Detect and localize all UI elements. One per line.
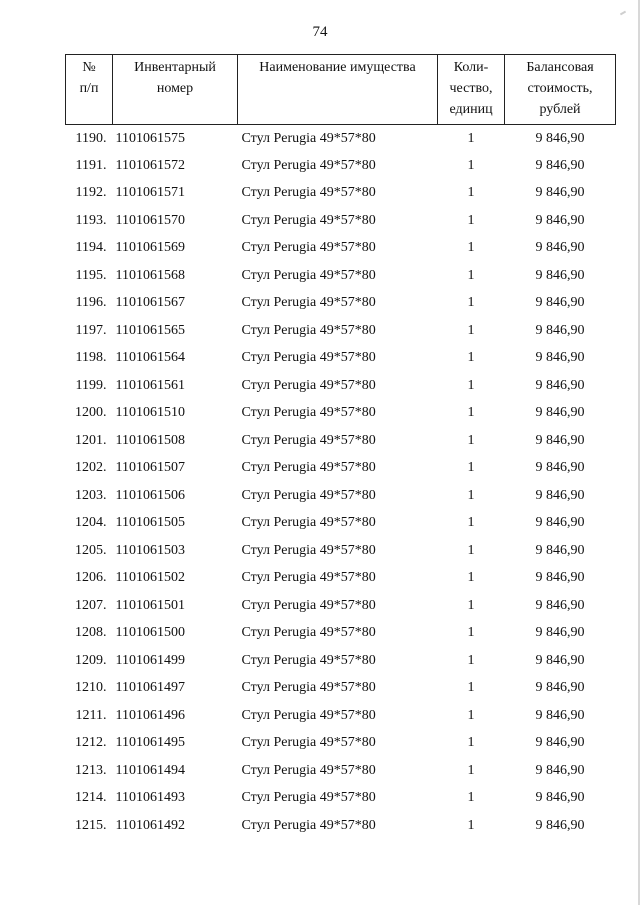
inventory-number: 1101061496 bbox=[115, 707, 185, 723]
table-row bbox=[66, 510, 616, 538]
balance-cost: 9 846,90 bbox=[535, 157, 585, 173]
header-balance-cost bbox=[505, 55, 616, 125]
property-name: Стул Perugia 49*57*80 bbox=[241, 295, 376, 311]
property-name: Стул Perugia 49*57*80 bbox=[241, 240, 376, 256]
balance-cost: 9 846,90 bbox=[535, 295, 585, 311]
header-qty-line-3: единиц bbox=[449, 102, 493, 117]
balance-cost: 9 846,90 bbox=[535, 817, 585, 833]
row-number: 1196. bbox=[75, 295, 107, 311]
balance-cost: 9 846,90 bbox=[535, 542, 585, 558]
inventory-number: 1101061510 bbox=[115, 405, 185, 421]
table-row bbox=[66, 675, 616, 703]
row-number: 1210. bbox=[75, 680, 107, 696]
table-row bbox=[66, 235, 616, 263]
page-number: 74 bbox=[312, 24, 328, 40]
balance-cost: 9 846,90 bbox=[535, 432, 585, 448]
quantity: 1 bbox=[467, 185, 475, 201]
balance-cost: 9 846,90 bbox=[535, 212, 585, 228]
balance-cost: 9 846,90 bbox=[535, 680, 585, 696]
inventory-number: 1101061569 bbox=[115, 240, 185, 256]
property-name: Стул Perugia 49*57*80 bbox=[241, 157, 376, 173]
table-row bbox=[66, 152, 616, 180]
table-row bbox=[66, 537, 616, 565]
table-row bbox=[66, 647, 616, 675]
table-body bbox=[66, 125, 616, 840]
quantity: 1 bbox=[467, 377, 475, 393]
table-row bbox=[66, 455, 616, 483]
inventory-number: 1101061564 bbox=[115, 350, 185, 366]
property-name: Стул Perugia 49*57*80 bbox=[241, 322, 376, 338]
balance-cost: 9 846,90 bbox=[535, 377, 585, 393]
row-number: 1190. bbox=[75, 130, 107, 146]
quantity: 1 bbox=[467, 817, 475, 833]
header-cost-line-2: стоимость, bbox=[527, 81, 593, 96]
quantity: 1 bbox=[467, 212, 475, 228]
row-number: 1191. bbox=[75, 157, 107, 173]
table-row bbox=[66, 290, 616, 318]
inventory-number: 1101061497 bbox=[115, 680, 185, 696]
row-number: 1205. bbox=[75, 542, 107, 558]
row-number: 1200. bbox=[75, 405, 107, 421]
header-row bbox=[66, 55, 616, 125]
balance-cost: 9 846,90 bbox=[535, 405, 585, 421]
header-num-line-2: п/п bbox=[79, 81, 99, 96]
property-name: Стул Perugia 49*57*80 bbox=[241, 460, 376, 476]
table-row bbox=[66, 125, 616, 153]
row-number: 1213. bbox=[75, 762, 107, 778]
table-row bbox=[66, 592, 616, 620]
inventory-number: 1101061493 bbox=[115, 790, 185, 806]
table-header bbox=[66, 55, 616, 125]
table-row bbox=[66, 565, 616, 593]
inventory-number: 1101061567 bbox=[115, 295, 185, 311]
table-row bbox=[66, 620, 616, 648]
inventory-number: 1101061565 bbox=[115, 322, 185, 338]
table-row bbox=[66, 702, 616, 730]
balance-cost: 9 846,90 bbox=[535, 487, 585, 503]
balance-cost: 9 846,90 bbox=[535, 570, 585, 586]
quantity: 1 bbox=[467, 295, 475, 311]
property-name: Стул Perugia 49*57*80 bbox=[241, 570, 376, 586]
row-number: 1215. bbox=[75, 817, 107, 833]
balance-cost: 9 846,90 bbox=[535, 597, 585, 613]
inventory-number: 1101061505 bbox=[115, 515, 185, 531]
row-number: 1192. bbox=[75, 185, 107, 201]
balance-cost: 9 846,90 bbox=[535, 130, 585, 146]
row-number: 1197. bbox=[75, 322, 107, 338]
quantity: 1 bbox=[467, 322, 475, 338]
row-number: 1202. bbox=[75, 460, 107, 476]
row-number: 1207. bbox=[75, 597, 107, 613]
table-row bbox=[66, 372, 616, 400]
table-row bbox=[66, 180, 616, 208]
balance-cost: 9 846,90 bbox=[535, 240, 585, 256]
balance-cost: 9 846,90 bbox=[535, 460, 585, 476]
quantity: 1 bbox=[467, 790, 475, 806]
header-name-line-1: Наименование имущества bbox=[259, 60, 416, 75]
row-number: 1193. bbox=[75, 212, 107, 228]
row-number: 1195. bbox=[75, 267, 107, 283]
inventory-number: 1101061508 bbox=[115, 432, 185, 448]
property-name: Стул Perugia 49*57*80 bbox=[241, 487, 376, 503]
balance-cost: 9 846,90 bbox=[535, 185, 585, 201]
quantity: 1 bbox=[467, 157, 475, 173]
row-number: 1199. bbox=[75, 377, 107, 393]
inventory-table bbox=[65, 54, 616, 840]
property-name: Стул Perugia 49*57*80 bbox=[241, 817, 376, 833]
property-name: Стул Perugia 49*57*80 bbox=[241, 652, 376, 668]
inventory-number: 1101061494 bbox=[115, 762, 185, 778]
header-num bbox=[66, 55, 113, 125]
scan-speck bbox=[620, 11, 626, 16]
inventory-number: 1101061561 bbox=[115, 377, 185, 393]
inventory-number: 1101061575 bbox=[115, 130, 185, 146]
table-row bbox=[66, 785, 616, 813]
row-number: 1208. bbox=[75, 625, 107, 641]
inventory-number: 1101061502 bbox=[115, 570, 185, 586]
inventory-number: 1101061506 bbox=[115, 487, 185, 503]
property-name: Стул Perugia 49*57*80 bbox=[241, 542, 376, 558]
quantity: 1 bbox=[467, 487, 475, 503]
inventory-number: 1101061507 bbox=[115, 460, 185, 476]
balance-cost: 9 846,90 bbox=[535, 625, 585, 641]
table-row bbox=[66, 427, 616, 455]
quantity: 1 bbox=[467, 707, 475, 723]
quantity: 1 bbox=[467, 267, 475, 283]
balance-cost: 9 846,90 bbox=[535, 515, 585, 531]
property-name: Стул Perugia 49*57*80 bbox=[241, 597, 376, 613]
header-quantity bbox=[438, 55, 505, 125]
property-name: Стул Perugia 49*57*80 bbox=[241, 377, 376, 393]
property-name: Стул Perugia 49*57*80 bbox=[241, 680, 376, 696]
property-name: Стул Perugia 49*57*80 bbox=[241, 130, 376, 146]
header-qty-line-1: Коли- bbox=[453, 60, 489, 75]
balance-cost: 9 846,90 bbox=[535, 735, 585, 751]
row-number: 1209. bbox=[75, 652, 107, 668]
property-name: Стул Perugia 49*57*80 bbox=[241, 790, 376, 806]
table-row bbox=[66, 482, 616, 510]
header-inventory-number bbox=[113, 55, 238, 125]
table-row bbox=[66, 345, 616, 373]
header-inventory-line-1: Инвентарный bbox=[134, 60, 216, 75]
table-row bbox=[66, 730, 616, 758]
table-row bbox=[66, 317, 616, 345]
inventory-number: 1101061500 bbox=[115, 625, 185, 641]
property-name: Стул Perugia 49*57*80 bbox=[241, 185, 376, 201]
quantity: 1 bbox=[467, 735, 475, 751]
property-name: Стул Perugia 49*57*80 bbox=[241, 212, 376, 228]
row-number: 1198. bbox=[75, 350, 107, 366]
balance-cost: 9 846,90 bbox=[535, 350, 585, 366]
inventory-number: 1101061570 bbox=[115, 212, 185, 228]
quantity: 1 bbox=[467, 405, 475, 421]
header-cost-line-1: Балансовая bbox=[526, 60, 594, 75]
table-row bbox=[66, 757, 616, 785]
table-row bbox=[66, 207, 616, 235]
quantity: 1 bbox=[467, 762, 475, 778]
table-row bbox=[66, 262, 616, 290]
table-row bbox=[66, 400, 616, 428]
header-cost-line-3: рублей bbox=[539, 102, 581, 117]
inventory-number: 1101061568 bbox=[115, 267, 185, 283]
quantity: 1 bbox=[467, 460, 475, 476]
property-name: Стул Perugia 49*57*80 bbox=[241, 350, 376, 366]
inventory-number: 1101061499 bbox=[115, 652, 185, 668]
quantity: 1 bbox=[467, 542, 475, 558]
header-qty-line-2: чество, bbox=[449, 81, 493, 96]
quantity: 1 bbox=[467, 680, 475, 696]
table-row bbox=[66, 812, 616, 840]
quantity: 1 bbox=[467, 240, 475, 256]
property-name: Стул Perugia 49*57*80 bbox=[241, 625, 376, 641]
balance-cost: 9 846,90 bbox=[535, 652, 585, 668]
quantity: 1 bbox=[467, 130, 475, 146]
inventory-number: 1101061571 bbox=[115, 185, 185, 201]
balance-cost: 9 846,90 bbox=[535, 322, 585, 338]
inventory-number: 1101061503 bbox=[115, 542, 185, 558]
property-name: Стул Perugia 49*57*80 bbox=[241, 707, 376, 723]
row-number: 1214. bbox=[75, 790, 107, 806]
row-number: 1194. bbox=[75, 240, 107, 256]
balance-cost: 9 846,90 bbox=[535, 267, 585, 283]
inventory-number: 1101061572 bbox=[115, 157, 185, 173]
row-number: 1206. bbox=[75, 570, 107, 586]
quantity: 1 bbox=[467, 350, 475, 366]
quantity: 1 bbox=[467, 515, 475, 531]
row-number: 1203. bbox=[75, 487, 107, 503]
property-name: Стул Perugia 49*57*80 bbox=[241, 432, 376, 448]
inventory-number: 1101061495 bbox=[115, 735, 185, 751]
balance-cost: 9 846,90 bbox=[535, 707, 585, 723]
quantity: 1 bbox=[467, 432, 475, 448]
quantity: 1 bbox=[467, 625, 475, 641]
quantity: 1 bbox=[467, 597, 475, 613]
property-name: Стул Perugia 49*57*80 bbox=[241, 762, 376, 778]
header-num-line-1: № bbox=[82, 60, 96, 75]
header-property-name bbox=[238, 55, 438, 125]
quantity: 1 bbox=[467, 570, 475, 586]
inventory-number: 1101061501 bbox=[115, 597, 185, 613]
header-inventory-line-2: номер bbox=[156, 81, 194, 96]
quantity: 1 bbox=[467, 652, 475, 668]
property-name: Стул Perugia 49*57*80 bbox=[241, 735, 376, 751]
balance-cost: 9 846,90 bbox=[535, 790, 585, 806]
row-number: 1201. bbox=[75, 432, 107, 448]
row-number: 1204. bbox=[75, 515, 107, 531]
row-number: 1211. bbox=[75, 707, 107, 723]
row-number: 1212. bbox=[75, 735, 107, 751]
balance-cost: 9 846,90 bbox=[535, 762, 585, 778]
property-name: Стул Perugia 49*57*80 bbox=[241, 405, 376, 421]
property-name: Стул Perugia 49*57*80 bbox=[241, 267, 376, 283]
inventory-number: 1101061492 bbox=[115, 817, 185, 833]
property-name: Стул Perugia 49*57*80 bbox=[241, 515, 376, 531]
